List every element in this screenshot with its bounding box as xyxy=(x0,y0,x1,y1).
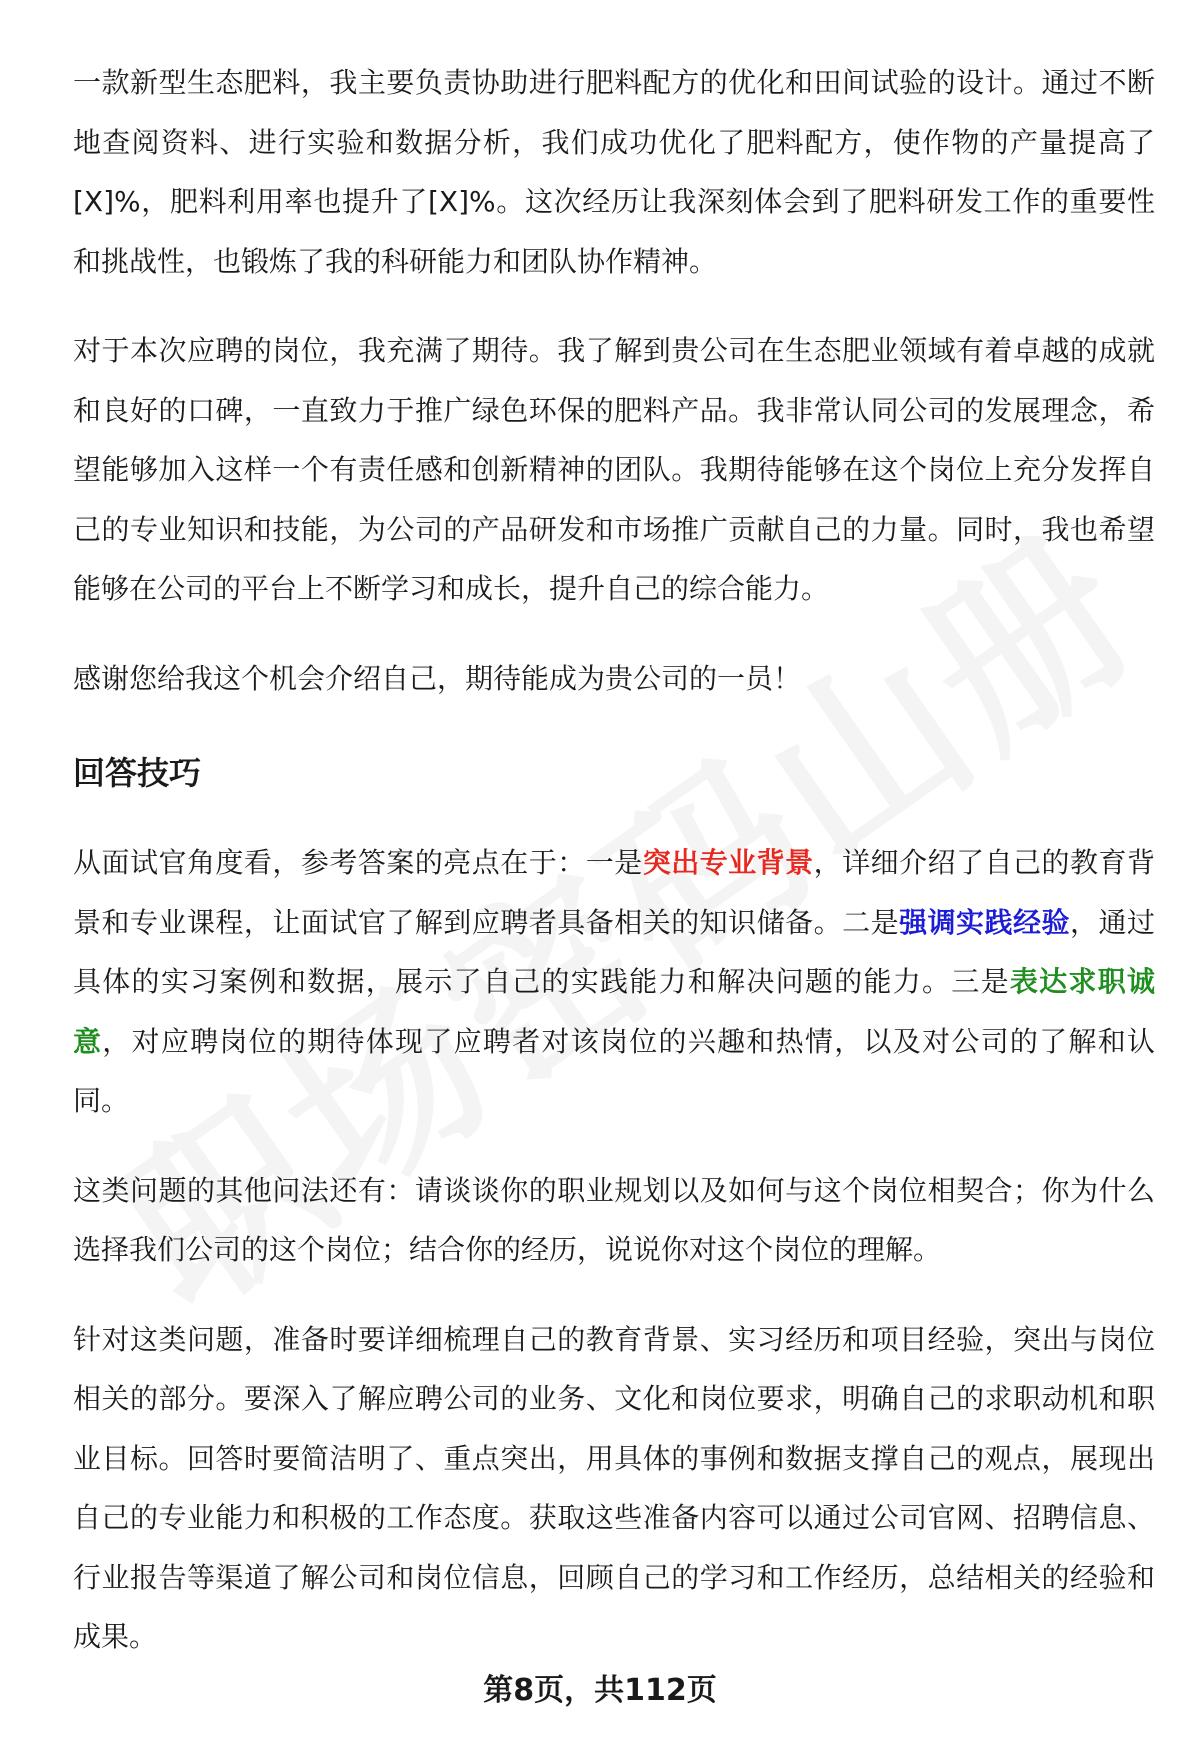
highlight-practical-experience: 强调实践经验 xyxy=(899,905,1070,939)
highlight-sincerity: 表达求职诚意 xyxy=(73,965,1155,1058)
tips-text-2: ，详细介绍了自己的教育背景和专业课程，让面试官了解到应聘者具备相关的知识储备。二是 xyxy=(73,846,1155,939)
paragraph-expectation: 对于本次应聘的岗位，我充满了期待。我了解到贵公司在生态肥业领域有着卓越的成就和良好的口碑，一直致力于推广绿色环保的肥料产品。我非常认同公司的发展理念，希望能够加入这样一个有责任感和创新精神的团队。我期待能够在这个岗位上充分发挥自己的专业知识和技能，为公司的产品研发和市场推广贡献自己的力量。同时，我也希望能够在公司的平台上不断学习和成长，提升自己的综合能力。 xyxy=(73,334,1155,605)
page-number: 第8页，共112页 xyxy=(483,1673,717,1708)
tips-text-4: ，对应聘岗位的期待体现了应聘者对该岗位的兴趣和热情，以及对公司的了解和认同。 xyxy=(73,1024,1155,1117)
tips-text-3: ，通过具体的实习案例和数据，展示了自己的实践能力和解决问题的能力。三是 xyxy=(73,905,1155,998)
tips-text-1: 从面试官角度看，参考答案的亮点在于：一是 xyxy=(73,846,643,879)
highlight-professional-background: 突出专业背景 xyxy=(642,846,814,879)
paragraph-thanks: 感谢您给我这个机会介绍自己，期待能成为贵公司的一员！ xyxy=(73,661,802,695)
paragraph-experience: 一款新型生态肥料，我主要负责协助进行肥料配方的优化和田间试验的设计。通过不断地查阅资料、进行实验和数据分析，我们成功优化了肥料配方，使作物的产量提高了[X]%，肥料利用率也提升了[X]%。这次经历让我深刻体会到了肥料研发工作的重要性和挑战性，也锻炼了我的科研能力和团队协作精神。 xyxy=(73,66,1155,278)
paragraph-other-questions: 这类问题的其他问法还有：请谈谈你的职业规划以及如何与这个岗位相契合；你为什么选择我们公司的这个岗位；结合你的经历，说说你对这个岗位的理解。 xyxy=(73,1173,1155,1266)
section-heading: 回答技巧 xyxy=(73,754,202,792)
document-body xyxy=(73,53,1155,1667)
paragraph-tips xyxy=(73,833,1155,1131)
paragraph-preparation: 针对这类问题，准备时要详细梳理自己的教育背景、实习经历和项目经验，突出与岗位相关的部分。要深入了解应聘公司的业务、文化和岗位要求，明确自己的求职动机和职业目标。回答时要简洁明了、重点突出，用具体的事例和数据支撑自己的观点，展现出自己的专业能力和积极的工作态度。获取这些准备内容可以通过公司官网、招聘信息、行业报告等渠道了解公司和岗位信息，回顾自己的学习和工作经历，总结相关的经验和成果。 xyxy=(73,1322,1155,1653)
